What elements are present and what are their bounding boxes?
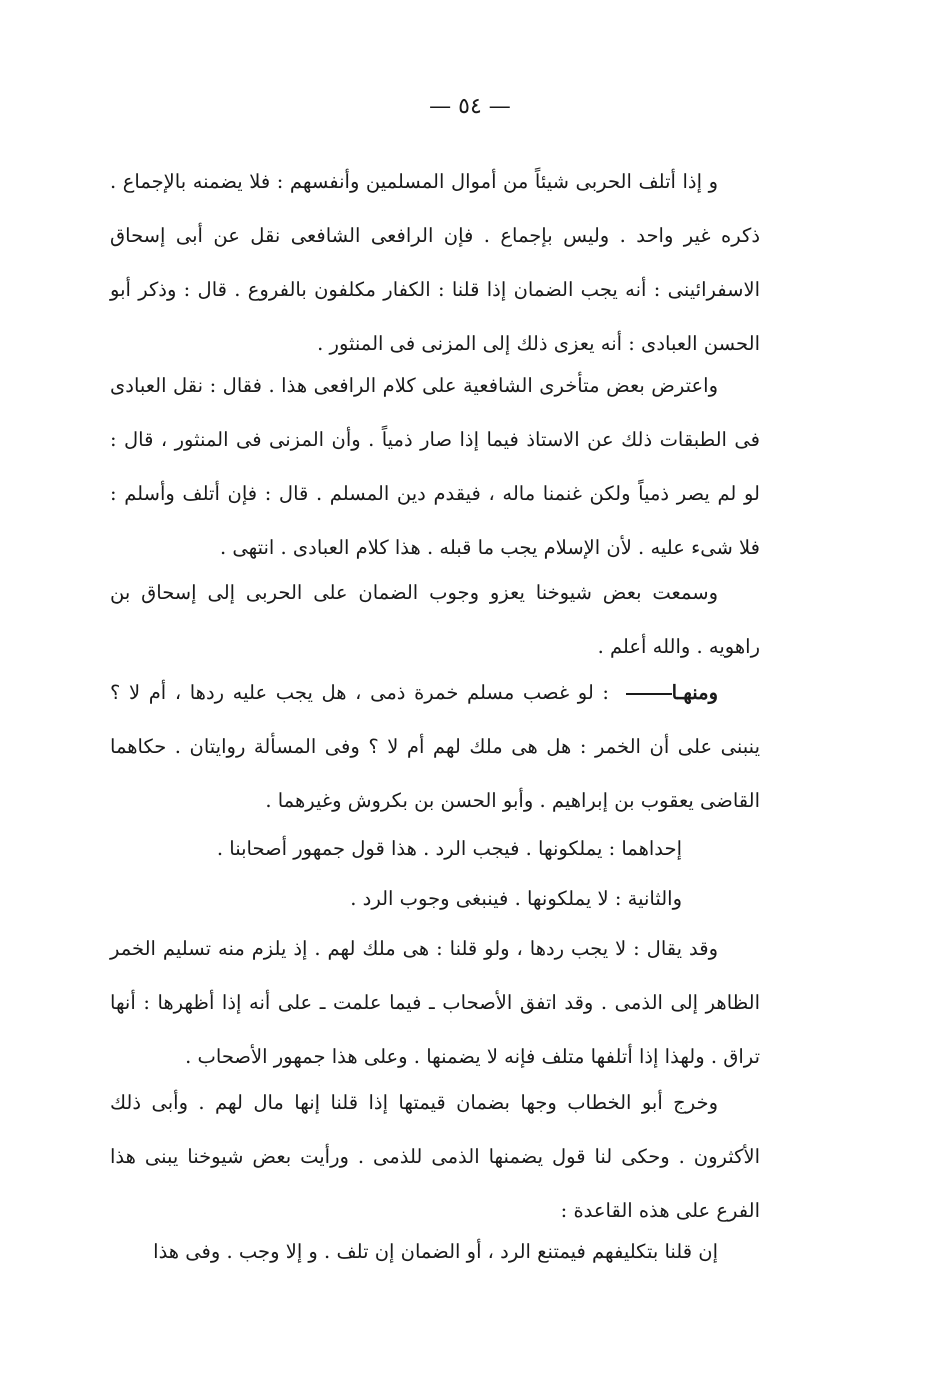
paragraph-1: و إذا أتلف الحربى شيئاً من أموال المسلمين وأنفسهم : فلا يضمنه بالإجماع . ذكره غير واحد . وليس بإجماع . فإن الرافعى الشافعى نقل عن أبى إسحاق الاسفرائينى : أنه يجب الضمان إذا قلنا : الكفار مكلفون بالفروع . قال : وذكر أبو الحسن العبادى : أنه يعزى ذلك إلى المزنى فى المنثور .	[110, 170, 760, 355]
paragraph-4	[110, 666, 760, 828]
paragraph-2: واعترض بعض متأخرى الشافعية على كلام الرافعى هذا . فقال : نقل العبادى فى الطبقات ذلك عن الاستاذ فيما إذا صار ذمياً . وأن المزنى فى المنثور ، قال : لو لم يصر ذمياً ولكن غنمنا ماله ، فيقدم دين المسلم . قال : فإن أتلف وأسلم : فلا شىء عليه . لأن الإسلام يجب ما قبله . هذا كلام العبادى . انتهى .	[110, 374, 760, 559]
paragraph-7: وقد يقال : لا يجب ردها ، ولو قلنا : هى ملك لهم . إذ يلزم منه تسليم الخمر الظاهر إلى الذمى . وقد اتفق الأصحاب ـ فيما علمت ـ على أنه إذا أظهرها : أنها تراق . ولهذا إذا أتلفها متلف فإنه لا يضمنها . وعلى هذا جمهور الأصحاب .	[110, 937, 760, 1068]
paragraph-6: والثانية : لا يملكونها . فينبغى وجوب الرد .	[350, 887, 682, 910]
page-number: — ٥٤ —	[429, 94, 511, 119]
paragraph-5: إحداهما : يملكونها . فيجب الرد . هذا قول جمهور أصحابنا .	[216, 837, 682, 860]
paragraph-4-body: : لو غصب مسلم خمرة ذمى ، هل يجب عليه ردها ، أم لا ؟ ينبنى على أن الخمر : هل هى ملك لهم أم لا ؟ وفى المسألة روايتان . حكاهما القاضى يعقوب بن إبراهيم . وأبو الحسن بن بكروش وغيرهما .	[110, 681, 760, 812]
section-keyword: ومنهـا	[671, 681, 718, 704]
paragraph-8: وخرج أبو الخطاب وجها بضمان قيمتها إذا قلنا إنها مال لهم . وأبى ذلك الأكثرون . وحكى لنا قول يضمنها الذمى للذمى . ورأيت بعض شيوخنا يبنى هذا الفرع على هذه القاعدة :	[110, 1091, 760, 1222]
paragraph-3: وسمعت بعض شيوخنا يعزو وجوب الضمان على الحربى إلى إسحاق بن راهويه . والله أعلم .	[110, 581, 760, 658]
paragraph-9: إن قلنا بتكليفهم فيمتنع الرد ، أو الضمان إن تلف . و إلا وجب . وفى هذا	[153, 1240, 718, 1263]
keyword-underline	[626, 693, 672, 695]
